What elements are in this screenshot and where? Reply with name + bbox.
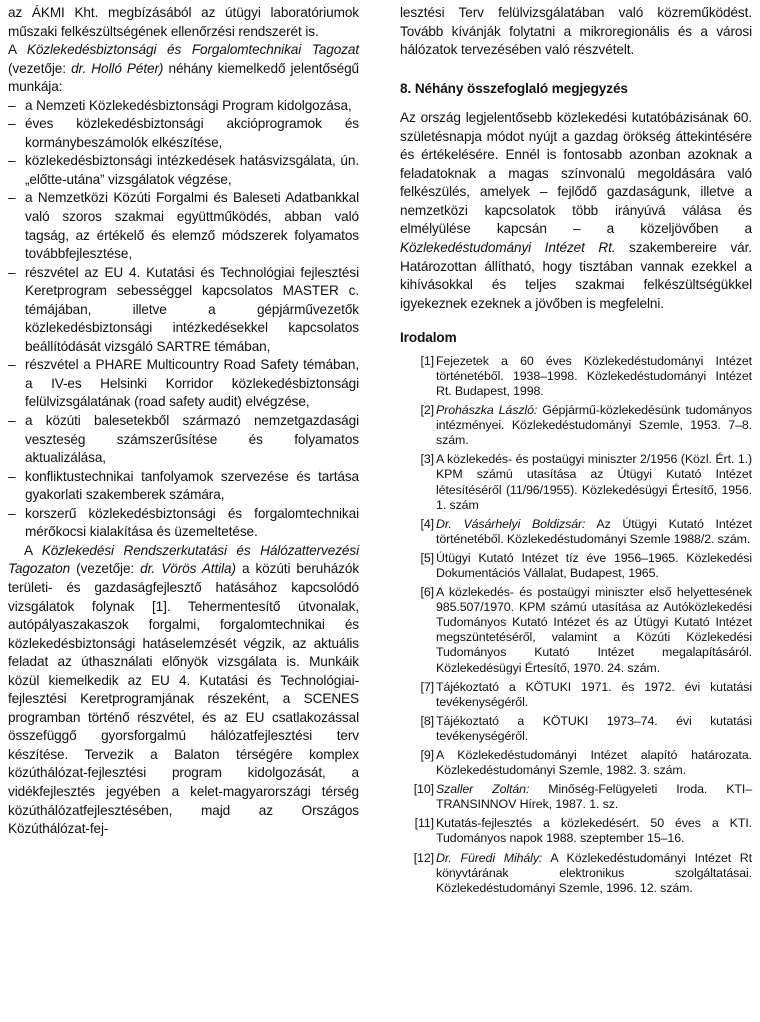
reference-body: A Közlekedéstudományi Intézet Rt könyvtárának elektronikus szolgáltatásai. Közlekedéstudományi Szemle, 1996. 12. szám. — [436, 850, 752, 895]
reference-body: A közlekedés- és postaügyi miniszter 2/1956 (Közl. Ért. 1.) KPM számú utasítása az Útügyi Kutató Intézet létesítéséről (11/96/1955). Közlekedésügyi Értesítő, 1956. 1. szám — [436, 452, 752, 512]
reference-item — [400, 354, 752, 399]
reference-number: [12] — [413, 850, 434, 865]
reference-item — [400, 680, 752, 710]
work-list — [8, 97, 359, 542]
reference-author: Prohászka László: — [436, 403, 538, 418]
reference-body: Kutatás-fejlesztés a közlekedésért. 50 éves a KTI. Tudományos napok 1988. szeptember 15–16. — [436, 816, 752, 846]
text-run: A — [24, 542, 42, 558]
references-list — [400, 354, 752, 896]
reference-body: Az Útügyi Kutató Intézet történetéből. Közlekedéstudományi Szemle 1988/2. szám. — [436, 516, 752, 546]
reference-body: Gépjármű-közlekedésünk tudományos intézményei. Közlekedéstudományi Szemle, 1953. 7–8. szám. — [436, 403, 752, 448]
reference-text — [436, 816, 752, 846]
work-list-item: – éves közlekedésbiztonsági akcióprogramok és kormánybeszámolók elkészítése, — [8, 115, 359, 152]
reference-number: [2] — [420, 403, 434, 418]
reference-text — [436, 782, 752, 812]
reference-item — [400, 851, 752, 896]
text-run: szakembereire vár. Határozottan állítható, hogy tisztában vannak ezekkel a kihívásokkal és teljes szakmai felkészültségükkel igyekeznek ezeknek a jövőben is megfelelni. — [400, 240, 752, 311]
reference-body: Minőség-Felügyeleti Iroda. KTI–TRANSINNOV Hírek, 1987. 1. sz. — [436, 782, 752, 812]
work-list-item: – a közúti balesetekből származó nemzetgazdasági veszteség számszerűsítése és folyamatos aktualizálása, — [8, 412, 359, 468]
reference-number: [7] — [420, 679, 434, 694]
reference-number: [10] — [413, 782, 434, 797]
reference-text — [436, 851, 752, 896]
reference-body: A Közlekedéstudományi Intézet alapító határozata. Közlekedéstudományi Szemle, 1982. 3. szám. — [436, 748, 752, 778]
head-name: dr. Vörös Attila) — [140, 561, 236, 577]
reference-item — [400, 551, 752, 581]
references-heading: Irodalom — [400, 330, 457, 346]
reference-item — [400, 403, 752, 448]
summary-paragraph — [400, 109, 752, 313]
department-name: Közlekedési Rendszerkutatási és Hálózattervezési Tagozaton — [8, 542, 359, 577]
text-run: A — [8, 42, 27, 58]
reference-body: Útügyi Kutató Intézet tíz éve 1956–1965. Közlekedési Dokumentációs Vállalat, Budapest, 1965. — [436, 550, 752, 580]
reference-item — [400, 517, 752, 547]
reference-text — [436, 452, 752, 512]
reference-item — [400, 714, 752, 744]
work-list-item: – konfliktustechnikai tanfolyamok szervezése és tartása gyakorlati szakemberek számára, — [8, 468, 359, 505]
reference-text — [436, 680, 752, 710]
reference-body: Tájékoztató a KÖTUKI 1971. és 1972. évi kutatási tevékenységéről. — [436, 679, 752, 709]
reference-number: [11] — [414, 816, 434, 831]
right-column — [400, 4, 752, 900]
reference-author: Dr. Füredi Mihály: — [436, 850, 543, 865]
reference-text — [436, 551, 752, 581]
reference-number: [5] — [420, 550, 434, 565]
work-list-item: – részvétel a PHARE Multicountry Road Safety témában, a IV-es Helsinki Korridor közlekedésbiztonsági felülvizsgálatának (road safety audit) elvégzése, — [8, 356, 359, 412]
reference-body: Fejezetek a 60 éves Közlekedéstudományi Intézet történetéből. 1938–1998. Közlekedéstudományi Intézet Rt. Budapest, 1998. — [436, 353, 752, 398]
work-list-item: – közlekedésbiztonsági intézkedések hatásvizsgálata, ún. „előtte-utána” vizsgálatok végzése, — [8, 152, 359, 189]
text-run: néhány kiemelkedő jelentőségű munkája: — [8, 60, 359, 95]
work-list-item: – a Nemzeti Közlekedésbiztonsági Program kidolgozása, — [8, 97, 359, 116]
work-list-item: – részvétel az EU 4. Kutatási és Technológiai fejlesztési Keretprogram sebességgel kapcsolatos MASTER c. témájában, illetve a gépjárművezetők közlekedésbiztonsági intézkedésekkel kapcsolatos beállítódását vizsgáló SARTRE témában, — [8, 264, 359, 357]
network-paragraph — [8, 542, 359, 839]
reference-number: [6] — [420, 585, 434, 600]
section-heading: 8. Néhány összefoglaló megjegyzés — [400, 80, 628, 96]
continued-paragraph: lesztési Terv felülvizsgálatában való közreműködést. Tovább kívánják folytatni a mikroregionális és a városi hálózatok tervezésében való részvételt. — [400, 5, 752, 58]
reference-text — [436, 585, 752, 676]
reference-text — [436, 403, 752, 448]
text-run: Az ország legjelentősebb közlekedési kutatóbázisának 60. születésnapja módot nyújt a gazdag örökség áttekintésére és értékelésére. Ennél is fontosabb azonban azoknak a feladatoknak a magas színvonalú megoldására való felkészülés, amelyek – fejlődő gazdaságunk, illetve a nemzetközi kapcsolatok több irányúvá válása és elmélyülése kapcsán – a közeljövőben a — [400, 110, 752, 237]
reference-number: [8] — [420, 713, 434, 728]
reference-item — [400, 748, 752, 778]
text-run: (vezetője: — [70, 561, 141, 577]
reference-author: Dr. Vásárhelyi Boldizsár: — [436, 516, 586, 531]
reference-number: [9] — [420, 748, 434, 762]
reference-item — [400, 452, 752, 512]
reference-text — [436, 748, 752, 778]
reference-number: [3] — [420, 452, 434, 467]
reference-body: Tájékoztató a KÖTUKI 1973–74. évi kutatási tevékenységéről. — [436, 713, 752, 743]
reference-item — [400, 585, 752, 676]
text-run: a közúti beruházók területi- és gazdaságfejlesztő hatásához kapcsolódó vizsgálatok folynak [1]. Tehermentesítő útvonalak, autópályaszakaszok forgalmi, forgalomtechnikai és közlekedésbiztonsági hatáselemzését végzik, az aktuális feladat az úthasználati előnyök vizsgálata is. Munkáik közül kiemelkedik az EU 4. Kutatási és Technológiai-fejlesztési Keretprogramjának részeként, a SCENES programban történő részvétel, és az EU csatlakozással összefüggő gyorsforgalmú hálózatfejlesztési terv készítése. Tervezik a Balaton térségére komplex közúthálózat-fejlesztési program kidolgozását, a vidékfejlesztés jegyében a kelet-magyarországi térség közúthálózatfejlesztésében, majd az Országos Közúthálózat-fej- — [8, 561, 360, 837]
reference-body: A közlekedés- és postaügyi miniszter első helyettesének 985.507/1970. KPM számú utasítása az Autóközlekedési Tudományos Kutató Intézet és az Útügyi Kutató Intézet megszüntetéséről, valamint a Közúti Közlekedési Tudományos Kutató Intézet megalapításáról. Közlekedésügyi Értesítő, 1970. 24. szám. — [436, 585, 752, 675]
text-run: (vezetője: — [8, 60, 72, 76]
reference-number: [4] — [420, 516, 434, 531]
left-column — [8, 4, 359, 839]
reference-text — [436, 517, 752, 547]
intro-paragraph: az ÁKMI Kht. megbízásából az útügyi laboratóriumok műszaki felkészültségének ellenőrzési rendszerét is. — [8, 5, 359, 39]
head-name: dr. Holló Péter) — [71, 60, 164, 76]
reference-text — [436, 714, 752, 744]
institute-name: Közlekedéstudományi Intézet Rt. — [400, 240, 616, 256]
reference-item — [400, 816, 752, 846]
reference-number: [1] — [420, 353, 434, 368]
work-list-item: – a Nemzetközi Közúti Forgalmi és Baleseti Adatbankkal való szoros szakmai együttműködés, abban való tagság, az értékelő és elemző módszerek folyamatos továbbfejlesztése, — [8, 189, 359, 263]
work-list-item: – korszerű közlekedésbiztonsági és forgalomtechnikai mérőkocsi kialakítása és üzemeltetése. — [8, 505, 359, 542]
reference-item — [400, 782, 752, 812]
tagozat-paragraph — [8, 41, 359, 97]
reference-text — [436, 354, 752, 399]
department-name: Közlekedésbiztonsági és Forgalomtechnikai Tagozat — [26, 42, 359, 58]
reference-author: Szaller Zoltán: — [436, 782, 530, 797]
